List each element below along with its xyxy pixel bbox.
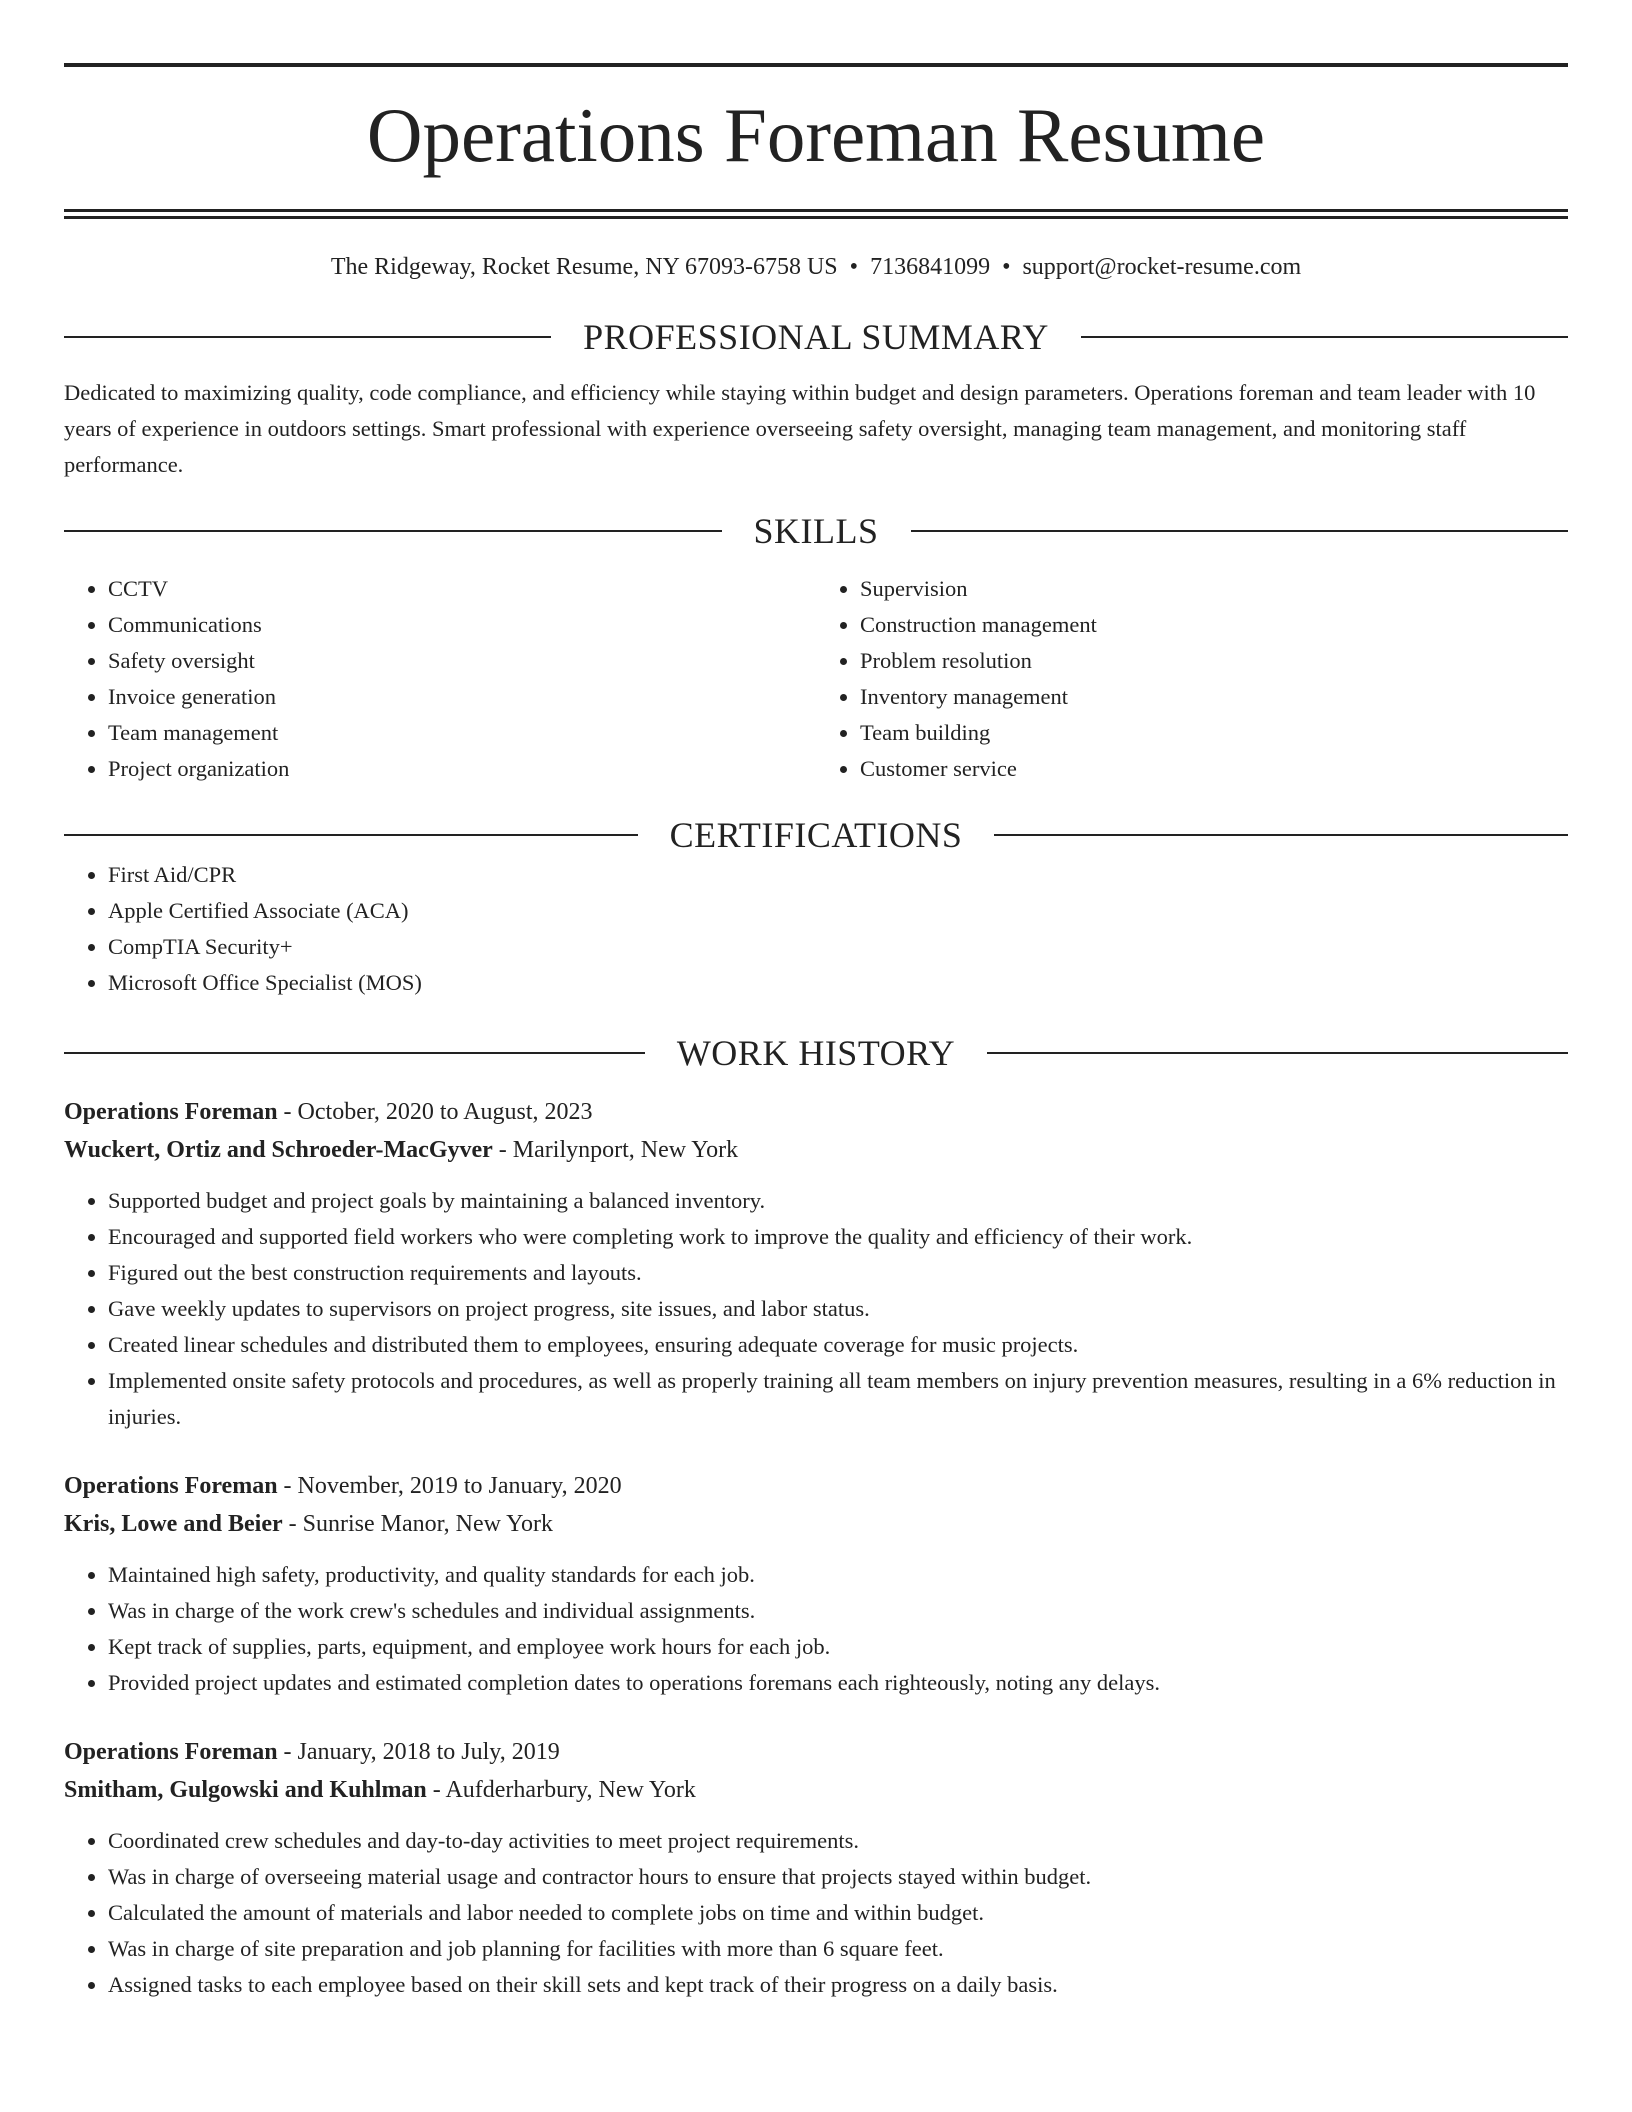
summary-heading: PROFESSIONAL SUMMARY: [583, 317, 1049, 357]
contact-address: The Ridgeway, Rocket Resume, NY 67093-6758 US: [330, 254, 838, 280]
skill-item: • Team management: [108, 715, 816, 751]
skills-section-header: [64, 509, 1568, 553]
job-bullet: • Coordinated crew schedules and day-to-day activities to meet project requirements.: [108, 1823, 1568, 1859]
skill-item: • Construction management: [860, 607, 1568, 643]
contact-email: support@rocket-resume.com: [1022, 254, 1302, 280]
job-bullet: • Encouraged and supported field workers who were completing work to improve the quality and efficiency of their work.: [108, 1219, 1568, 1255]
skill-item: • Communications: [108, 607, 816, 643]
summary-section-header: [64, 315, 1568, 359]
certification-item: • CompTIA Security+: [108, 929, 1568, 965]
skill-item: • Supervision: [860, 571, 1568, 607]
job-bullet: • Provided project updates and estimated completion dates to operations foremans each righteously, noting any delays.: [108, 1665, 1568, 1701]
skills-columns: [64, 571, 1568, 787]
job-company: Wuckert, Ortiz and Schroeder-MacGyver: [64, 1137, 493, 1163]
job-bullet: • Maintained high safety, productivity, and quality standards for each job.: [108, 1557, 1568, 1593]
skill-item: • Customer service: [860, 751, 1568, 787]
job-location: - Sunrise Manor, New York: [282, 1511, 554, 1537]
job-entry: [64, 1733, 1568, 2003]
title-double-rule: [64, 209, 1568, 219]
section-rule: [64, 336, 551, 338]
job-entry: [64, 1467, 1568, 1701]
section-rule: [64, 530, 722, 532]
job-title: Operations Foreman: [64, 1739, 278, 1765]
skill-item: • Invoice generation: [108, 679, 816, 715]
section-rule: [1081, 336, 1568, 338]
job-bullet: • Assigned tasks to each employee based on their skill sets and kept track of their progress on a daily basis.: [108, 1967, 1568, 2003]
job-bullets: [64, 1183, 1568, 1435]
skill-item: • CCTV: [108, 571, 816, 607]
job-location: - Aufderharbury, New York: [426, 1777, 696, 1803]
section-rule: [64, 834, 638, 836]
skill-item: • Project organization: [108, 751, 816, 787]
skill-item: • Safety oversight: [108, 643, 816, 679]
work-section-header: [64, 1031, 1568, 1075]
skills-right-list: [816, 571, 1568, 787]
section-rule: [64, 1052, 645, 1054]
contact-separator: •: [849, 254, 859, 280]
job-location: - Marilynport, New York: [492, 1137, 739, 1163]
contact-line: [64, 251, 1568, 283]
section-rule: [911, 530, 1569, 532]
work-heading: WORK HISTORY: [676, 1033, 956, 1073]
job-bullet: • Implemented onsite safety protocols and procedures, as well as properly training all team members on injury prevention measures, resulting in a 6% reduction in injuries.: [108, 1363, 1568, 1435]
job-bullet: • Was in charge of the work crew's schedules and individual assignments.: [108, 1593, 1568, 1629]
job-company-line: [64, 1505, 1568, 1543]
certifications-list: [64, 857, 1568, 1001]
job-bullet: • Figured out the best construction requirements and layouts.: [108, 1255, 1568, 1291]
section-rule: [994, 834, 1568, 836]
job-bullets: [64, 1823, 1568, 2003]
job-bullet: • Was in charge of site preparation and job planning for facilities with more than 6 square feet.: [108, 1931, 1568, 1967]
skill-item: • Inventory management: [860, 679, 1568, 715]
job-entry: [64, 1093, 1568, 1435]
contact-separator: •: [1002, 254, 1011, 280]
job-title-line: [64, 1467, 1568, 1505]
contact-phone: 7136841099: [870, 254, 991, 280]
section-rule: [987, 1052, 1568, 1054]
job-title: Operations Foreman: [64, 1473, 278, 1499]
job-dates: - January, 2018 to July, 2019: [277, 1739, 560, 1765]
skills-right-column: [816, 571, 1568, 787]
job-title-line: [64, 1093, 1568, 1131]
job-dates: - November, 2019 to January, 2020: [277, 1473, 622, 1499]
skills-left-column: [64, 571, 816, 787]
job-company-line: [64, 1771, 1568, 1809]
job-bullet: • Kept track of supplies, parts, equipment, and employee work hours for each job.: [108, 1629, 1568, 1665]
job-bullet: • Was in charge of overseeing material usage and contractor hours to ensure that projects stayed within budget.: [108, 1859, 1568, 1895]
job-dates: - October, 2020 to August, 2023: [277, 1099, 593, 1125]
job-title: Operations Foreman: [64, 1099, 278, 1125]
skills-heading: SKILLS: [753, 511, 879, 551]
certifications-section-header: [64, 813, 1568, 857]
skill-item: • Team building: [860, 715, 1568, 751]
job-title-line: [64, 1733, 1568, 1771]
summary-text: Dedicated to maximizing quality, code compliance, and efficiency while staying within budget and design parameters. Operations foreman and team leader with 10 years of experience in outdoors settings. Smart professional with experience overseeing safety oversight, managing team management, and monitoring staff performance.: [64, 380, 1536, 477]
skill-item: • Problem resolution: [860, 643, 1568, 679]
skills-left-list: [64, 571, 816, 787]
job-bullet: • Calculated the amount of materials and labor needed to complete jobs on time and within budget.: [108, 1895, 1568, 1931]
job-company-line: [64, 1131, 1568, 1169]
certification-item: • First Aid/CPR: [108, 857, 1568, 893]
certification-item: • Microsoft Office Specialist (MOS): [108, 965, 1568, 1001]
job-company: Kris, Lowe and Beier: [64, 1511, 283, 1537]
resume-title: Operations Foreman Resume: [366, 92, 1266, 178]
top-rule: [64, 63, 1568, 67]
job-bullets: [64, 1557, 1568, 1701]
certifications-heading: CERTIFICATIONS: [669, 815, 963, 855]
job-company: Smitham, Gulgowski and Kuhlman: [64, 1777, 427, 1803]
certification-item: • Apple Certified Associate (ACA): [108, 893, 1568, 929]
job-bullet: • Gave weekly updates to supervisors on project progress, site issues, and labor status.: [108, 1291, 1568, 1327]
job-bullet: • Created linear schedules and distributed them to employees, ensuring adequate coverage for music projects.: [108, 1327, 1568, 1363]
job-bullet: • Supported budget and project goals by maintaining a balanced inventory.: [108, 1183, 1568, 1219]
